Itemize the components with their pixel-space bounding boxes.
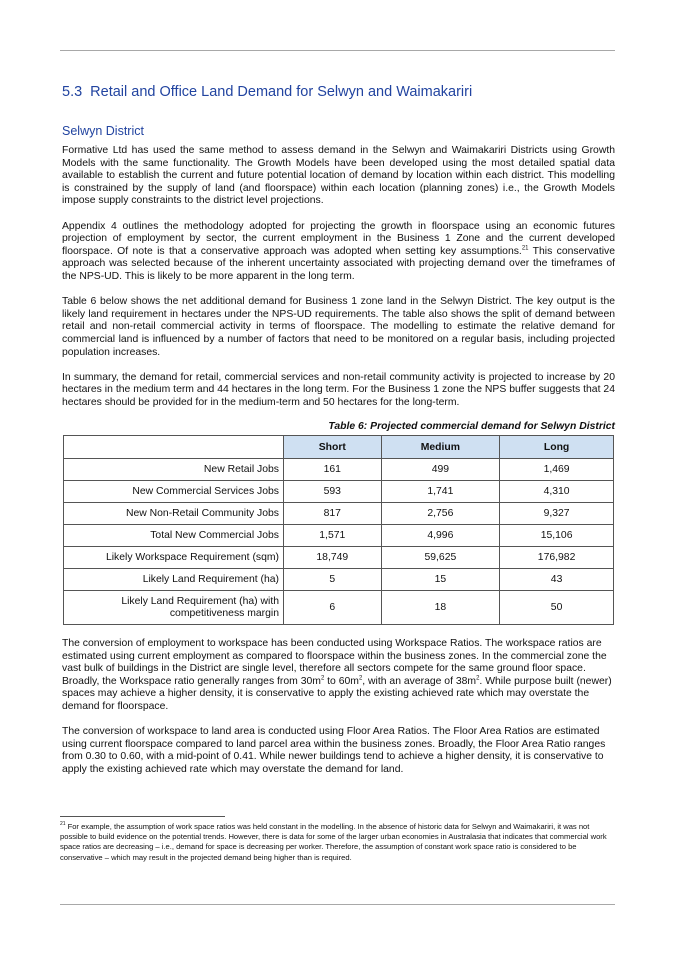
cell-medium: 15 [381,569,500,591]
appendix-text-before: Appendix 4 outlines the methodology adopted for projecting the growth in floorspace using an economic futures projection of employment by sector, the current employment in the Business 1 Zone and the current developed floorspace. Of note is that a conservative approach was adopted when setting key assumptions. [62,220,615,257]
row-label: Total New Commercial Jobs [64,525,284,547]
cell-short: 1,571 [284,525,382,547]
cell-short: 6 [284,591,382,625]
table-header-medium: Medium [381,436,500,459]
footnote-rule [60,816,225,817]
cell-long: 176,982 [500,547,614,569]
footnote-number: 21 [60,821,66,828]
cell-short: 593 [284,481,382,503]
table-header-blank [64,436,284,459]
cell-medium: 1,741 [381,481,500,503]
row-label: Likely Land Requirement (ha) [64,569,284,591]
paragraph-summary: In summary, the demand for retail, commercial services and non-retail community activity is projected to increase by 20 hectares in the medium term and 44 hectares in the long term. For the Business 1 zone the NPS buffer suggests that 24 hectares should be provided for in the medium-term and 50 hectares for the long-term. [62,371,615,408]
cell-long: 43 [500,569,614,591]
cell-long: 4,310 [500,481,614,503]
paragraph-table-6-intro: Table 6 below shows the net additional demand for Business 1 zone land in the Selwyn District. The key output is the likely land requirement in hectares under the NPS-UD requirements. The table also shows the split of demand between retail and non-retail commercial activity in terms of floorspace. The modelling to estimate the relative demand for commercial land is influenced by a number of factors that need to be monitored on a regular basis, including projected population increases. [62,296,615,358]
table-caption: Table 6: Projected commercial demand for Selwyn District [328,421,615,433]
cell-short: 161 [284,459,382,481]
subheading-selwyn-district: Selwyn District [62,124,144,138]
table-row [64,503,614,525]
footnote-text: For example, the assumption of work space ratios was held constant in the modelling. In the absence of historic data for Selwyn and Waimakariri, it was not possible to build evidence on the potential trends. However, there is data for some of the larger urban economies in Australasia that indicates that commercial work space ratios are decreasing – i.e., demand for space is decreasing per worker. Therefore, the assumption of constant work space ratio is considered to be conservative – which may result in the projected demand being higher than is required. [60,822,607,862]
paragraph-workspace-ratios [62,638,615,714]
row-label-line-1: Likely Land Requirement (ha) with [121,595,279,607]
paragraph-floor-area-ratios: The conversion of workspace to land area is conducted using Floor Area Ratios. The Floor Area Ratios are estimated using current floorspace compared to land parcel area within the business zones. Broadly, the Floor Area Ratio ranges from 0.30 to 0.60, with a mid-point of 0.41. While newer buildings tend to achieve a higher density, it is conservative to apply the existing achieved rate which may overstate the demand for land. [62,726,606,775]
table-row [64,525,614,547]
cell-long: 50 [500,591,614,625]
cell-short: 5 [284,569,382,591]
superscript-2: 2 [358,675,363,682]
table-row [64,591,614,625]
cell-medium: 4,996 [381,525,500,547]
paragraph-appendix-4 [62,221,615,284]
cell-medium: 59,625 [381,547,500,569]
section-title: Retail and Office Land Demand for Selwyn and Waimakariri [90,84,473,100]
row-label: New Non-Retail Community Jobs [64,503,284,525]
workspace-text-2: to 60m [324,675,359,687]
cell-medium: 499 [381,459,500,481]
footnote-21 [60,822,613,863]
table-row [64,481,614,503]
cell-medium: 2,756 [381,503,500,525]
table-header-row [64,436,614,459]
table-row [64,547,614,569]
row-label: Likely Workspace Requirement (sqm) [64,547,284,569]
workspace-text-1: The conversion of employment to workspace has been conducted using Workspace Ratios. The workspace ratios are estimated using current employment as compared to floorspace within the business zones. In the commercial zone the vast bulk of buildings in the District are single level, therefore all sectors compete for the same ground floor space. Broadly, the Workspace ratio generally ranges from 30m [62,638,607,687]
table-row [64,459,614,481]
commercial-demand-table [63,435,614,625]
table-row [64,569,614,591]
table-header-long: Long [500,436,614,459]
page-content [62,84,615,789]
cell-long: 1,469 [500,459,614,481]
paragraph-growth-models: Formative Ltd has used the same method to assess demand in the Selwyn and Waimakariri Districts using Growth Models with the same functionality. The Growth Models have been developed using the most detailed spatial data available to establish the current and future potential location of demand by location within each district. This modelling is constrained by the supply of land (and floorspace) within each location (planning zones) i.e., the Growth Models impose supply constraints to the district level projections. [62,145,615,207]
footer-rule [60,904,615,905]
row-label [64,591,284,625]
row-label: New Retail Jobs [64,459,284,481]
section-heading [62,84,615,100]
header-rule [60,50,615,51]
cell-short: 817 [284,503,382,525]
appendix-text-after: This conservative approach was selected because of the inherent uncertainty associated with projecting demand over the timeframes of the NPS-UD. This is likely to be more apparent in the long term. [62,245,616,282]
workspace-text-4: . While purpose built (newer) spaces may achieve a higher density, it is conservative to apply the existing achieved rate which may overstate the demand for floorspace. [62,675,612,713]
row-label-line-2: competitiveness margin [169,607,279,619]
row-label: New Commercial Services Jobs [64,481,284,503]
workspace-text-3: , with an average of 38m [362,675,477,687]
cell-medium: 18 [381,591,500,625]
superscript-2: 2 [320,675,325,682]
superscript-2: 2 [476,675,480,682]
cell-short: 18,749 [284,547,382,569]
cell-long: 15,106 [500,525,614,547]
section-number: 5.3 [62,84,83,100]
table-header-short: Short [284,436,382,459]
cell-long: 9,327 [500,503,614,525]
footnote-reference[interactable]: 21 [521,245,529,252]
